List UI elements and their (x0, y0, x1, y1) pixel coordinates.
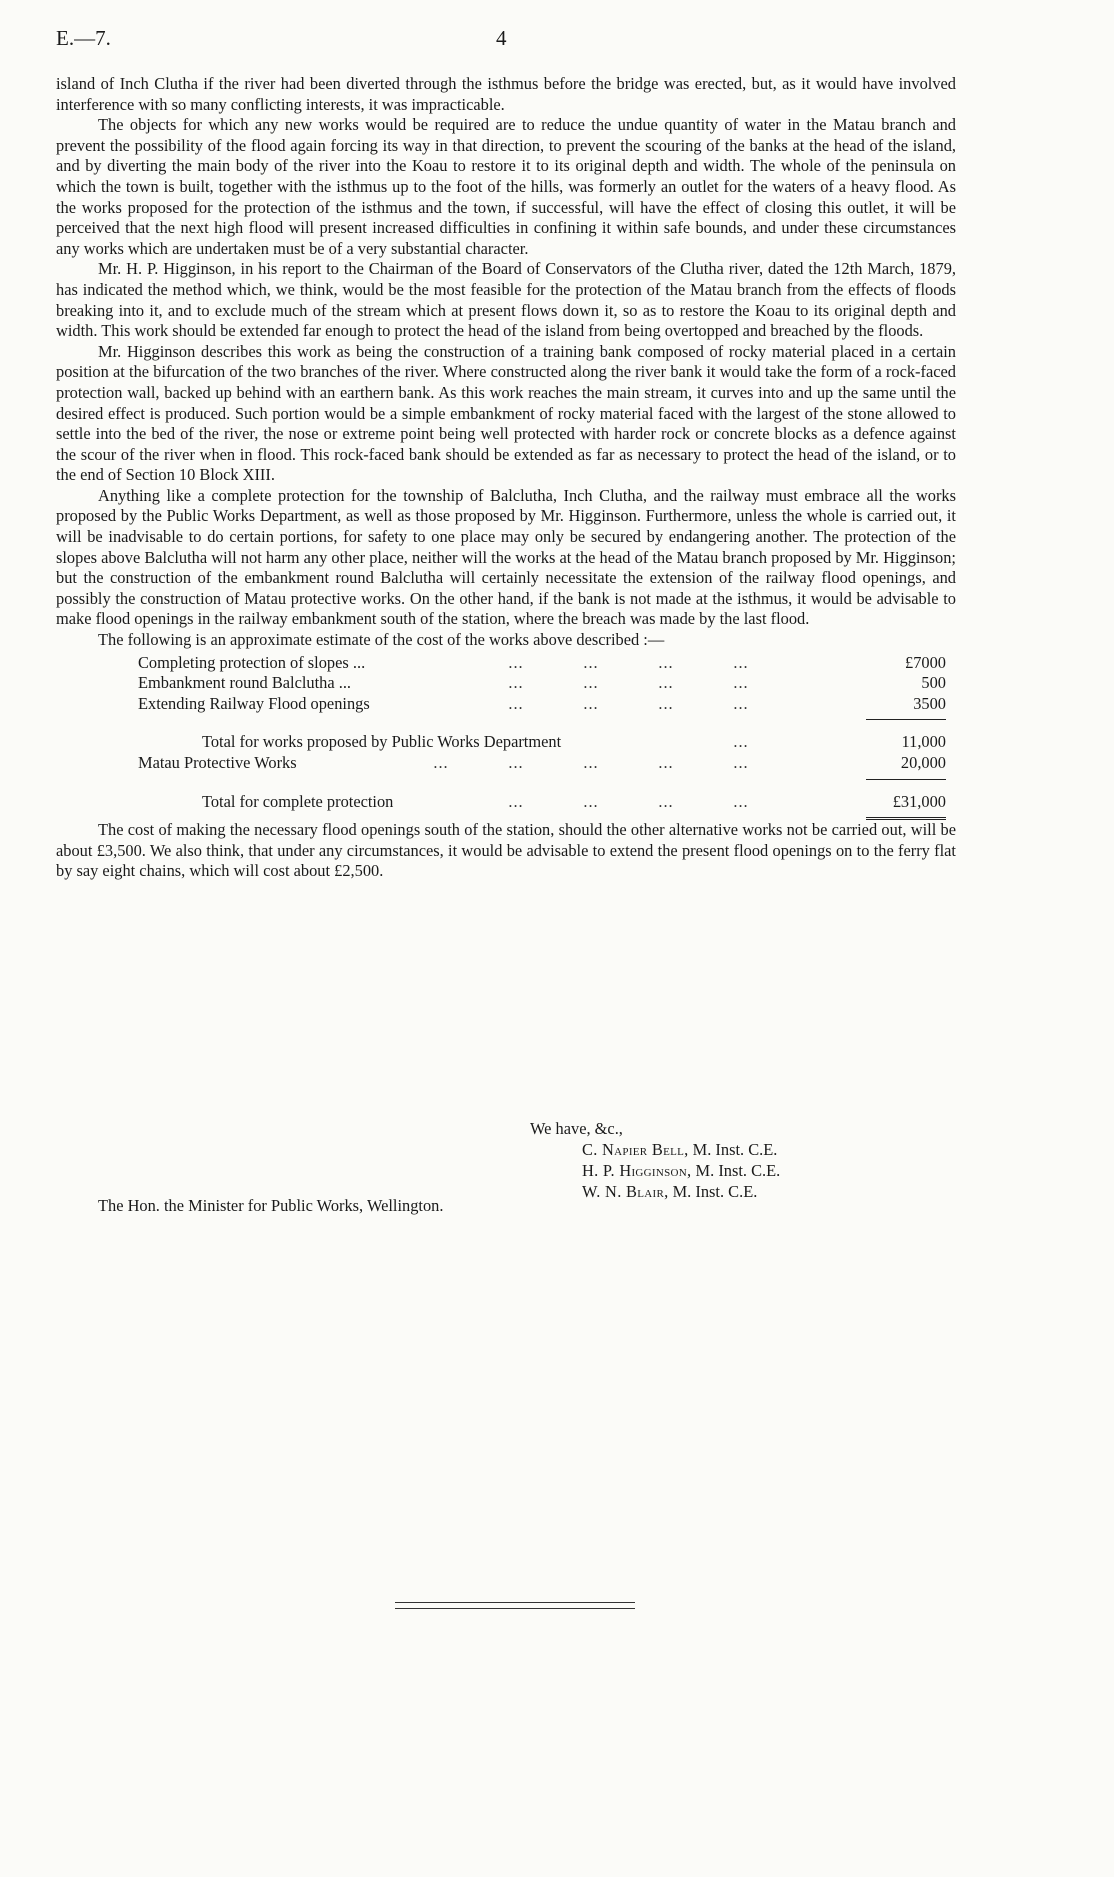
leader-dots: ... (733, 791, 749, 811)
page-number: 4 (496, 26, 507, 50)
leader-dots: ... (658, 652, 674, 672)
salutation: We have, &c., (530, 1119, 623, 1138)
leader-dots: ... (583, 753, 599, 772)
estimate-label: Completing protection of slopes ... (138, 652, 366, 672)
estimate-label: Matau Protective Works (138, 753, 297, 772)
signatory (582, 1139, 780, 1160)
leader-dots: ... (658, 693, 674, 713)
signatory-name: H. P. Higginson, (582, 1161, 692, 1180)
leader-dots: ... (733, 652, 749, 672)
estimate-subtotal-row (56, 732, 946, 753)
paragraph-continued: island of Inch Clutha if the river had been diverted through the isthmus before the bridge was erected, but, as it would have involved interference with so many conflicting interests, it was impracticable. (56, 74, 956, 114)
subtotal-rule (56, 714, 946, 722)
estimate-row (56, 653, 946, 674)
leader-dots: ... (583, 791, 599, 811)
paragraph-higginson-report: Mr. H. P. Higginson, in his report to the Chairman of the Board of Conservators of the Clutha river, dated the 12th March, 1879, has indicated the method which, we think, would be the most feasible for the protection of the Matau branch from the effects of floods breaking into it, and to exclude much of the stream which at present flows down it, so as to restore the Koau to its original depth and width. This work should be extended far enough to protect the head of the island from being overtopped and breached by the floods. (56, 259, 956, 341)
signatory-name: W. N. Blair, (582, 1182, 669, 1201)
subtotal-amount: 11,000 (901, 732, 946, 752)
estimate-amount: 20,000 (900, 753, 946, 772)
cost-estimate-table (56, 653, 946, 821)
document-reference: E.—7. (56, 26, 111, 50)
estimate-amount: 3500 (913, 693, 946, 713)
paragraph-flood-openings-cost: The cost of making the necessary flood openings south of the station, should the other alternative works not be carried out, will be about £3,500. We also think, that under any circumstances, it would be advisable to extend the present flood openings on to the ferry flat by say eight chains, which will cost about £2,500. (56, 820, 956, 881)
leader-dots: ... (433, 753, 449, 772)
leader-dots: ... (508, 791, 524, 811)
leader-dots: ... (733, 753, 749, 772)
signatory (582, 1160, 780, 1181)
subtotal-label: Total for works proposed by Public Works Department (202, 732, 562, 752)
signatory-title: M. Inst. C.E. (692, 1140, 778, 1159)
leader-dots: ... (658, 791, 674, 811)
leader-dots: ... (658, 673, 674, 693)
total-rule (56, 774, 946, 782)
leader-dots: ... (733, 673, 749, 693)
leader-dots: ... (508, 753, 524, 772)
report-body (56, 74, 956, 882)
estimate-row (56, 673, 946, 694)
signatory (582, 1181, 780, 1202)
leader-dots: ... (508, 673, 524, 693)
estimate-label: Extending Railway Flood openings (138, 693, 370, 713)
total-double-rule (56, 812, 946, 820)
paragraph-objects: The objects for which any new works would be required are to reduce the undue quantity of water in the Matau branch and prevent the possibility of the flood again forcing its way in that direction, to prevent the scouring of the banks at the head of the island, and by diverting the main body of the river into the Koau to restore it to its original depth and width. The whole of the peninsula on which the town is built, together with the isthmus up to the foot of the hills, was formerly an outlet for the waters of a heavy flood. As the works proposed for the protection of the isthmus and the town, if successful, will have the effect of closing this outlet, it will be perceived that the next high flood will present increased difficulties in confining it within safe bounds, and under these circumstances any works which are undertaken must be of a very substantial character. (56, 115, 956, 258)
leader-dots: ... (583, 652, 599, 672)
signatory-title: M. Inst. C.E. (695, 1161, 781, 1180)
estimate-intro: The following is an approximate estimate of the cost of the works above described :— (98, 630, 665, 650)
estimate-amount: 500 (921, 673, 946, 693)
total-amount: £31,000 (892, 791, 946, 811)
end-rule (395, 1602, 635, 1609)
signatory-name: C. Napier Bell, (582, 1140, 689, 1159)
estimate-label: Embankment round Balclutha ... (138, 673, 352, 693)
page-header (56, 26, 1058, 56)
leader-dots: ... (583, 693, 599, 713)
paragraph-training-bank: Mr. Higginson describes this work as being the construction of a training bank composed of rocky material placed in a certain position at the bifurcation of the two branches of the river. Where constructed along the river bank it would take the form of a rock-faced protection wall, backed up behind with an earthern bank. As this work reaches the main stream, it curves into and up the same until the desired effect is produced. Such portion would be a simple embankment of rocky material faced with the largest of the stone allowed to settle into the bed of the river, the nose or extreme point being well protected with harder rock or concrete blocks as a defence against the scour of the river when in flood. This rock-faced bank should be extended as far as necessary to protect the head of the island, or to the end of Section 10 Block XIII. (56, 341, 956, 485)
leader-dots: ... (508, 652, 524, 672)
signature-block (530, 1118, 780, 1202)
leader-dots: ... (508, 693, 524, 713)
leader-dots: ... (583, 673, 599, 693)
estimate-row (56, 694, 946, 715)
paragraph-complete-protection: Anything like a complete protection for the township of Balclutha, Inch Clutha, and the railway must embrace all the works proposed by the Public Works Department, as well as those proposed by Mr. Higginson. Furthermore, unless the whole is carried out, it will be inadvisable to do certain portions, for safety to one place may only be secured by endangering another. The protection of the slopes above Balclutha will not harm any other place, neither will the works at the head of the Matau branch proposed by Mr. Higginson; but the construction of the embankment round Balclutha will certainly necessitate the extension of the railway flood openings, and possibly the construction of Matau protective works. On the other hand, if the bank is not made at the isthmus, it would be advisable to make flood openings in the railway embankment south of the station, where the breach was made by the last flood. (56, 485, 956, 629)
addressee: The Hon. the Minister for Public Works, Wellington. (98, 1196, 444, 1215)
signatory-title: M. Inst. C.E. (672, 1182, 758, 1201)
estimate-total-row (56, 792, 946, 813)
leader-dots: ... (733, 693, 749, 713)
leader-dots: ... (658, 753, 674, 772)
estimate-row (56, 753, 946, 774)
total-label: Total for complete protection (202, 791, 394, 811)
estimate-amount: £7000 (905, 652, 946, 672)
leader-dots: ... (733, 732, 749, 752)
